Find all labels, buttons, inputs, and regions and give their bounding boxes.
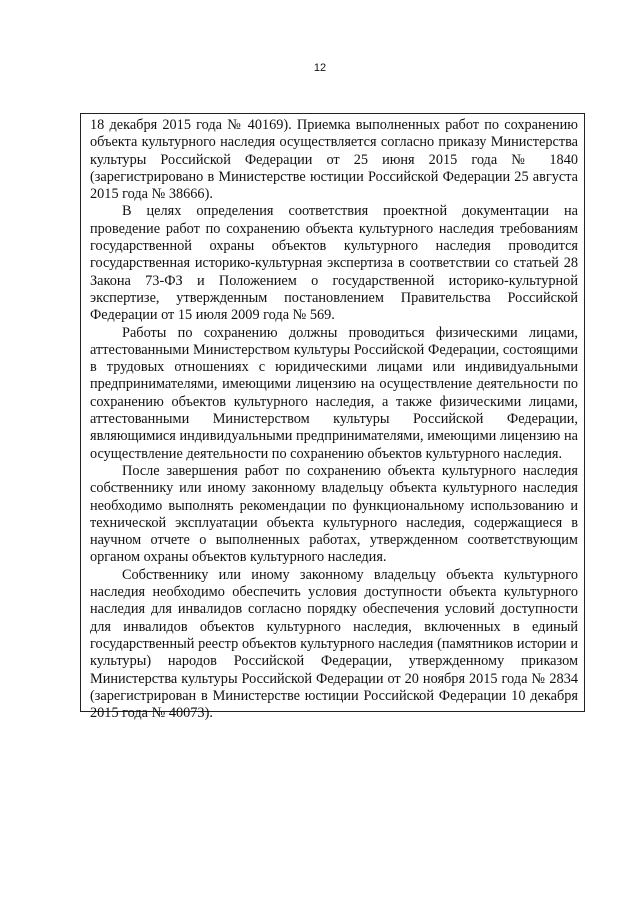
paragraph-accessibility-for-disabled: Собственнику или иному законному владельцу объекта культурного наследия необходимо обеспечить условия доступности объекта культурного наследия для инвалидов согласно порядку обеспечения условий доступности для инвалидов объектов культурного наследия, включенных в единый государственный реестр объектов культурного наследия (памятников истории и культуры) народов Российской Федерации, утвержденному приказом Министерства культуры Российской Федерации от 20 ноября 2015 года № 2834 (зарегистрирован в Министерстве юстиции Российской Федерации 10 декабря 2015 года № 40073). — [90, 566, 578, 722]
page-number: 12 — [313, 62, 327, 74]
paragraph-qualified-performers: Работы по сохранению должны проводиться физическими лицами, аттестованными Министерством культуры Российской Федерации, состоящими в трудовых отношениях с юридическими лицами или индивидуальными предпринимателями, имеющими лицензию на осуществление деятельности по сохранению объектов культурного наследия, а также физическими лицами, аттестованными Министерством культуры Российской Федерации, являющимися индивидуальными предпринимателями, имеющими лицензию на осуществление деятельности по сохранению объектов культурного наследия. — [90, 324, 578, 462]
paragraph-owner-recommendations: После завершения работ по сохранению объекта культурного наследия собственнику или иному законному владельцу объекта культурного наследия необходимо выполнять рекомендации по функциональному использованию и технической эксплуатации объекта культурного наследия, содержащиеся в научном отчете о выполненных работах, утвержденном соответствующим органом охраны объектов культурного наследия. — [90, 462, 578, 566]
paragraph-state-expertise: В целях определения соответствия проектной документации на проведение работ по сохранению объекта культурного наследия требованиям государственной охраны объектов культурного наследия проводится государственная историко-культурная экспертиза в соответствии со статьей 28 Закона 73-ФЗ и Положением о государственной историко-культурной экспертизе, утвержденным постановлением Правительства Российской Федерации от 15 июля 2009 года № 569. — [90, 203, 578, 324]
paragraph-acceptance-of-works: 18 декабря 2015 года № 40169). Приемка выполненных работ по сохранению объекта культурного наследия осуществляется согласно приказу Министерства культуры Российской Федерации от 25 июня 2015 года № 1840 (зарегистрировано в Министерстве юстиции Российской Федерации 25 августа 2015 года № 38666). — [90, 117, 578, 203]
text-frame — [80, 113, 585, 722]
